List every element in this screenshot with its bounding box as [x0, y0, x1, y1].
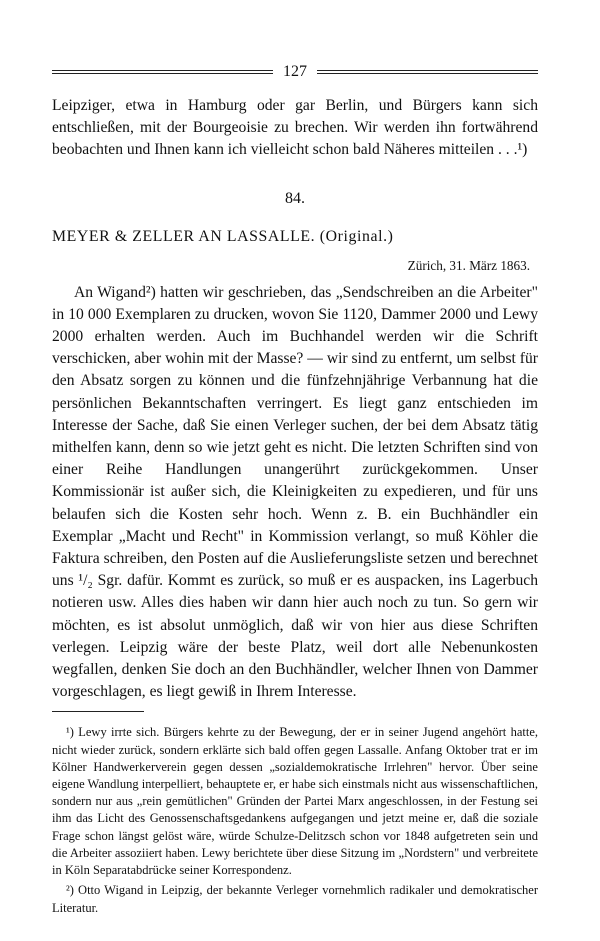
- header-rule-left: [52, 70, 273, 74]
- letter-number: 84.: [285, 189, 305, 207]
- header-rule-right: [317, 70, 538, 74]
- footnote-1: ¹) Lewy irrte sich. Bürgers kehrte zu der Bewegung, der er in seiner Jugend angehört hatte, nicht wieder zurück, sondern erklärte sich bald offen gegen Lassalle. Anfang Oktober trat er im Kölner Handwerkerverein gegen dessen „sozialdemokratische Irrlehren" hervor. Über seine eigene Wandlung interpelliert, behauptete er, er habe sich einstmals nicht aus wissenschaftlichen, sondern nur aus „rein gemütlichen" Gründen der Partei Marx angeschlossen, in der Festung sei ihm das Licht des Genossenschaftsgedankens aufgegangen und jetzt meine er, daß die soziale Frage schon längst gelöst wäre, würde Schulze-Delitzsch schon vor 1848 aufgetreten sein und die Arbeiter assoziiert haben. Lewy berichtete über diese Sitzung im „Nordstern" und verbreitete in Köln Separatabdrücke seiner Korrespondenz.: [52, 725, 538, 878]
- letter-heading: [52, 228, 538, 246]
- footnote-divider: [52, 711, 144, 712]
- letter-heading-note: (Original.): [319, 227, 394, 245]
- footnotes: [52, 724, 538, 916]
- page-number: 127: [283, 63, 307, 80]
- previous-letter-ending: Leipziger, etwa in Hamburg oder gar Berlin, und Bürgers kann sich entschließen, mit der Bourgeoisie zu brechen. Wir werden ihn fortwährend beobachten und Ihnen kann ich vielleicht schon bald Näheres mitteilen . . .¹): [52, 97, 538, 159]
- letter-heading-title: MEYER & ZELLER AN LASSALLE.: [52, 227, 316, 245]
- letter-dateline: Zürich, 31. März 1863.: [407, 257, 530, 273]
- page-header: [52, 58, 538, 86]
- footnote-2: ²) Otto Wigand in Leipzig, der bekannte Verleger vornehmlich radikaler und demokratischer Literatur.: [52, 883, 538, 915]
- book-page: [52, 58, 538, 920]
- letter-body: An Wigand²) hatten wir geschrieben, das „Sendschreiben an die Arbeiter" in 10 000 Exemplaren zu drucken, wovon Sie 1120, Dammer 2000 und Lewy 2000 erhalten werden. Auch im Buchhandel werden wir die Schrift verschicken, aber wohin mit der Masse? — wir sind zu entfernt, um selbst für den Absatz sorgen zu können und die fünfzehnjährige Verbannung hat die persönlichen Bekanntschaften verringert. Es liegt ganz entschieden im Interesse der Sache, daß Sie einen Verleger suchen, der bei dem Absatz tätig mithelfen kann, denn so wie jetzt geht es nicht. Die letzten Schriften sind von einer Reihe Handlungen unangerührt zurückgekommen. Unser Kommissionär ist außer sich, die Kleinigkeiten zu expedieren, und für uns belaufen sich die Kosten sehr hoch. Wenn z. B. ein Buchhändler ein Exemplar „Macht und Recht" in Kommission verlangt, so muß Köhler die Faktura schreiben, den Posten auf die Auslieferungsliste setzen und berechnet uns ¹/₂ Sgr. dafür. Kommt es zurück, so muß er es auspacken, ins Lagerbuch notieren usw. Alles dies haben wir dann hier auch noch zu tun. So gern wir möchten, es ist absolut unmöglich, daß wir von hier aus diese Schriften verlegen. Leipzig wäre der beste Platz, weil dort alle Nebenunkosten wegfallen, denken Sie doch an den Buchhändler, welcher Ihnen von Dammer vorgeschlagen, es liegt gewiß in Ihrem Interesse.: [52, 283, 538, 701]
